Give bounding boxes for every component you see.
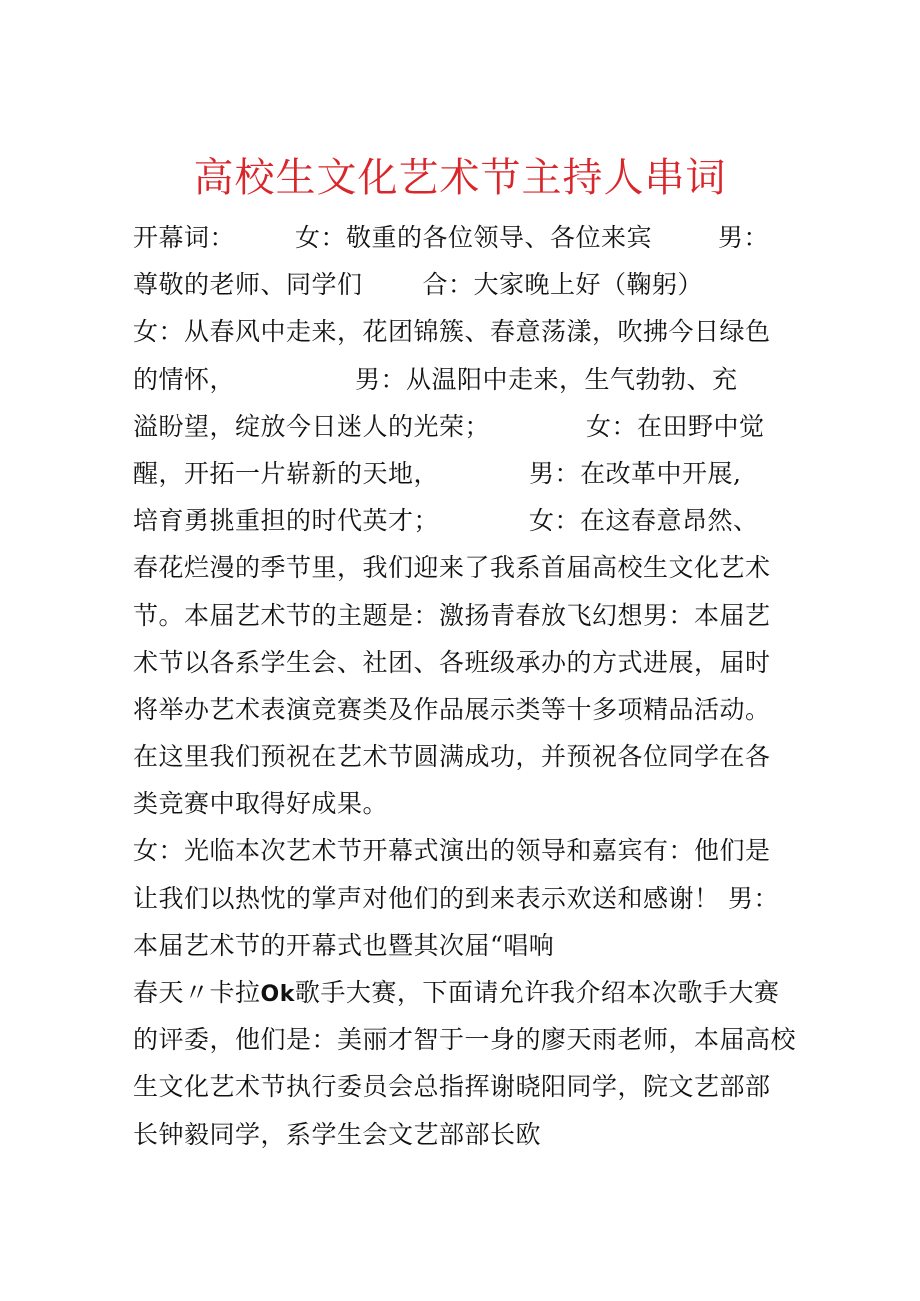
text-line <box>133 733 798 780</box>
text-line <box>133 592 798 639</box>
text-line <box>133 1016 798 1063</box>
text-segment: 醒，开拓一片崭新的天地， <box>133 458 440 488</box>
text-line <box>133 497 798 544</box>
text-segment: 歌手大赛，下面请允许我介绍本次歌手大赛 <box>294 978 780 1007</box>
text-line <box>133 875 798 922</box>
text-line <box>133 214 798 261</box>
text-segment: 溢盼望，绽放今日迷人的光荣； <box>133 411 491 441</box>
text-segment: 培育勇挑重担的时代英才； <box>133 506 440 536</box>
text-line <box>133 1063 798 1110</box>
text-segment-ok: Ok <box>260 982 295 1007</box>
document-title: 高校生文化艺术节主持人串词 <box>193 155 727 201</box>
text-segment: 女：在田野中觉 <box>586 411 765 441</box>
text-segment: 合：大家晚上好（鞠躬） <box>422 270 704 300</box>
text-segment: 尊敬的老师、同学们 <box>133 270 363 300</box>
text-segment: 男：在改革中开展, <box>529 458 742 488</box>
text-line <box>133 922 798 969</box>
text-line <box>133 261 798 308</box>
text-line <box>133 686 798 733</box>
text-segment: 节。本届艺术节的主题是：激扬青春放飞幻想男：本届艺 <box>133 600 771 630</box>
text-segment: 长钟毅同学，系学生会文艺部部长欧 <box>133 1119 542 1149</box>
text-line <box>133 827 798 874</box>
text-line <box>133 308 798 355</box>
text-segment: 在这里我们预祝在艺术节圆满成功，并预祝各位同学在各 <box>133 742 771 772</box>
text-line <box>133 403 798 450</box>
text-line <box>133 356 798 403</box>
text-segment: 女：敬重的各位领导、各位来宾 <box>295 223 653 252</box>
text-line <box>133 1111 798 1158</box>
text-segment: 女：在这春意昂然、 <box>529 506 759 536</box>
text-segment: 生文化艺术节执行委员会总指挥谢晓阳同学，院文艺部部 <box>133 1072 771 1102</box>
text-line <box>133 969 798 1016</box>
text-segment: 男： <box>718 223 770 252</box>
text-segment: 本届艺术节的开幕式也暨其次届“唱响 <box>133 930 555 960</box>
text-segment: 女：光临本次艺术节开幕式演出的领导和嘉宾有：他们是 <box>133 836 771 866</box>
text-segment: 让我们以热忱的掌声对他们的到来表示欢送和感谢！ 男： <box>133 883 779 913</box>
text-segment: 开幕词： <box>133 223 236 252</box>
text-segment: 类竞赛中取得好成果。 <box>133 789 389 819</box>
text-segment: 的情怀， <box>133 364 236 394</box>
text-segment: 春天〃卡拉 <box>133 978 261 1007</box>
text-segment: 术节以各系学生会、社团、各班级承办的方式进展，届时 <box>133 647 771 677</box>
text-line <box>133 639 798 686</box>
text-line <box>133 450 798 497</box>
text-line <box>133 780 798 827</box>
text-segment: 将举办艺术表演竞赛类及作品展示类等十多项精品活动。 <box>133 694 771 724</box>
text-segment: 女：从春风中走来，花团锦簇、春意荡漾，吹拂今日绿色 <box>133 317 771 347</box>
document-body <box>133 214 798 1158</box>
text-segment: 的评委，他们是：美丽才智于一身的廖天雨老师，本届高校 <box>133 1025 797 1055</box>
text-segment: 春花烂漫的季节里，我们迎来了我系首届高校生文化艺术 <box>133 553 771 583</box>
text-segment: 男：从温阳中走来，生气勃勃、充 <box>355 364 738 394</box>
text-line <box>133 544 798 591</box>
